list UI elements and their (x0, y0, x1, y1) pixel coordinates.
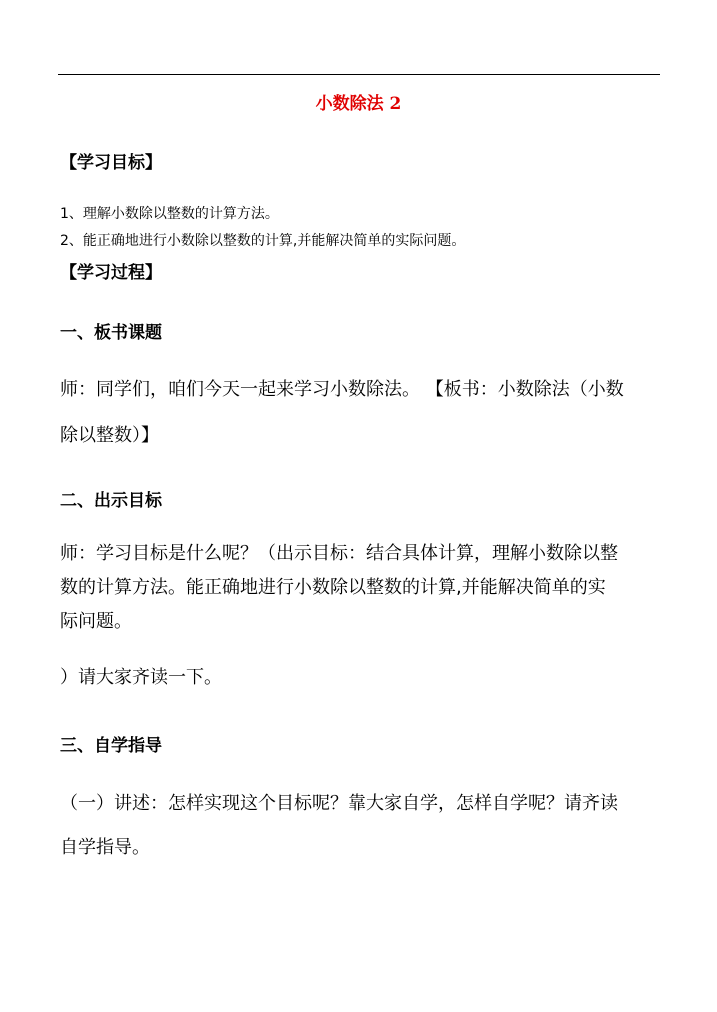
section-2-heading: 二、出示目标 (60, 491, 162, 511)
section-2-paragraph-line-2: 数的计算方法。能正确地进行小数除以整数的计算,并能解决简单的实 (60, 577, 606, 598)
section-2-paragraph-line-3: 际问题。 (60, 611, 132, 632)
section-3-paragraph-line-2: 自学指导。 (60, 837, 150, 858)
document-title: 小数除法 2 (315, 94, 402, 114)
process-heading: 【学习过程】 (60, 263, 162, 283)
goal-item-1: 1、理解小数除以整数的计算方法。 (60, 206, 279, 222)
section-1-paragraph-line-1: 师：同学们，咱们今天一起来学习小数除法。 【板书：小数除法（小数 (60, 379, 624, 400)
section-3-heading: 三、自学指导 (60, 736, 162, 756)
goals-heading: 【学习目标】 (60, 153, 162, 173)
section-2-paragraph-2: ）请大家齐读一下。 (60, 667, 222, 688)
section-1-heading: 一、板书课题 (60, 323, 162, 343)
header-rule (58, 74, 660, 75)
section-1-paragraph-line-2: 除以整数）】 (60, 425, 159, 446)
section-2-paragraph-line-1: 师：学习目标是什么呢？（出示目标：结合具体计算，理解小数除以整 (60, 543, 618, 564)
goal-item-2: 2、能正确地进行小数除以整数的计算,并能解决简单的实际问题。 (60, 233, 466, 249)
section-3-paragraph-line-1: （一）讲述：怎样实现这个目标呢？靠大家自学，怎样自学呢？请齐读 (60, 793, 618, 814)
